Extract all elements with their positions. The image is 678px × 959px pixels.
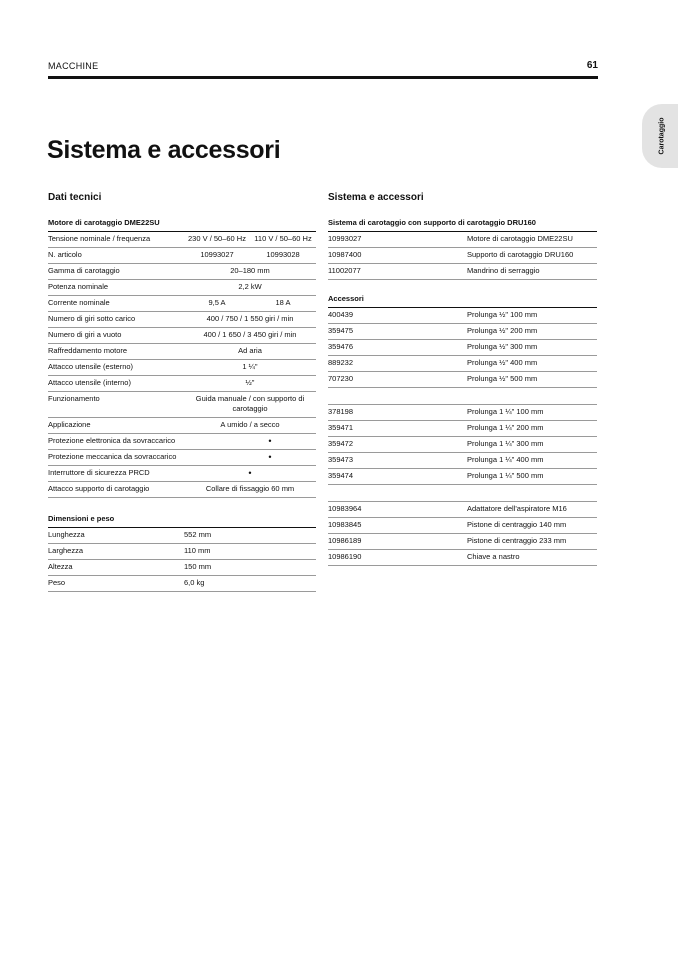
motor-section-title: Motore di carotaggio DME22SU <box>48 218 160 227</box>
table-row <box>328 534 597 550</box>
table-row <box>328 340 597 356</box>
table-row <box>328 324 597 340</box>
row-value: 2,2 kW <box>238 282 262 291</box>
table-row <box>328 437 597 453</box>
article-name: Prolunga ½" 400 mm <box>467 358 538 367</box>
row-label: Corrente nominale <box>48 298 110 307</box>
table-row <box>48 560 316 576</box>
row-value: Collare di fissaggio 60 mm <box>205 484 295 493</box>
article-name: Mandrino di serraggio <box>467 266 540 275</box>
table-row <box>48 312 316 328</box>
bullet-mark: • <box>248 468 252 478</box>
article-name: Pistone di centraggio 140 mm <box>467 520 567 529</box>
table-row <box>48 528 316 544</box>
article-code: 359471 <box>328 423 354 432</box>
article-code: 10983845 <box>328 520 362 529</box>
row-value: 230 V / 50–60 Hz <box>188 234 246 243</box>
row-value: 18 A <box>275 298 291 307</box>
article-name: Adattatore dell'aspiratore M16 <box>467 504 567 513</box>
article-name: Prolunga 1 ¼" 100 mm <box>467 407 544 416</box>
row-label: Attacco utensile (interno) <box>48 378 131 387</box>
article-code: 359473 <box>328 455 354 464</box>
table-row <box>328 469 597 485</box>
row-value: 6,0 kg <box>184 578 205 587</box>
article-name: Prolunga 1 ¼" 200 mm <box>467 423 544 432</box>
row-value: 110 mm <box>184 546 211 555</box>
table-section-head <box>328 216 597 232</box>
row-label: Peso <box>48 578 66 587</box>
article-code: 359475 <box>328 326 354 335</box>
header-section-label: MACCHINE <box>48 61 99 71</box>
article-code: 10983964 <box>328 504 362 513</box>
row-label: Protezione meccanica da sovraccarico <box>48 452 177 461</box>
row-value: 9,5 A <box>208 298 226 307</box>
article-code: 359474 <box>328 471 354 480</box>
row-label: Protezione elettronica da sovraccarico <box>48 436 176 445</box>
right-column-heading: Sistema e accessori <box>328 192 424 203</box>
article-code: 707230 <box>328 374 354 383</box>
table-row <box>48 296 316 312</box>
row-label: Attacco supporto di carotaggio <box>48 484 150 493</box>
article-name: Motore di carotaggio DME22SU <box>467 234 573 243</box>
table-row <box>328 248 597 264</box>
table-row <box>328 453 597 469</box>
system-section-title: Sistema di carotaggio con supporto di carotaggio DRU160 <box>328 218 536 227</box>
table-row <box>48 280 316 296</box>
article-code: 359472 <box>328 439 354 448</box>
row-label: Altezza <box>48 562 73 571</box>
row-label: Applicazione <box>48 420 91 429</box>
dimensions-section-title: Dimensioni e peso <box>48 512 316 528</box>
row-label: Gamma di carotaggio <box>48 266 120 275</box>
row-value: 20–180 mm <box>230 266 270 275</box>
article-code: 400439 <box>328 310 354 319</box>
table-row <box>48 450 316 466</box>
row-label: Raffreddamento motore <box>48 346 128 355</box>
accessories-table <box>328 216 597 566</box>
table-row <box>328 372 597 388</box>
page-number: 61 <box>586 60 598 71</box>
article-code: 10986190 <box>328 552 362 561</box>
table-row <box>48 392 316 418</box>
article-name: Prolunga 1 ¼" 400 mm <box>467 455 544 464</box>
row-value: 400 / 750 / 1 550 giri / min <box>206 314 294 323</box>
table-row <box>328 264 597 280</box>
row-value: 150 mm <box>184 562 212 571</box>
technical-data-table <box>48 216 316 592</box>
row-value: 1 ¼" <box>242 362 258 371</box>
article-name: Prolunga ½" 300 mm <box>467 342 538 351</box>
table-row <box>48 328 316 344</box>
row-label: Larghezza <box>48 546 84 555</box>
article-name: Prolunga ½" 100 mm <box>467 310 538 319</box>
row-value: 400 / 1 650 / 3 450 giri / min <box>203 330 297 339</box>
article-name: Supporto di carotaggio DRU160 <box>467 250 574 259</box>
table-row <box>328 518 597 534</box>
accessories-section-title: Accessori <box>328 292 597 308</box>
table-row <box>328 501 597 518</box>
table-row <box>328 356 597 372</box>
article-code: 378198 <box>328 407 354 416</box>
article-code: 10986189 <box>328 536 362 545</box>
left-column-heading: Dati tecnici <box>48 192 102 203</box>
article-name: Pistone di centraggio 233 mm <box>467 536 567 545</box>
row-label: Numero di giri sotto carico <box>48 314 136 323</box>
article-name: Prolunga ½" 500 mm <box>467 374 538 383</box>
row-value: 110 V / 50–60 Hz <box>254 234 312 243</box>
table-row <box>48 264 316 280</box>
row-label: Tensione nominale / frequenza <box>48 234 151 243</box>
table-row <box>48 232 316 248</box>
article-name: Prolunga 1 ¼" 500 mm <box>467 471 544 480</box>
table-row <box>48 344 316 360</box>
article-code: 11002077 <box>328 266 361 275</box>
side-tab <box>642 104 678 168</box>
article-code: 10993027 <box>328 234 362 243</box>
row-value: Guida manuale / con supporto di carotaggio <box>195 394 305 413</box>
article-code: 359476 <box>328 342 354 351</box>
table-row <box>328 550 597 566</box>
row-value: 552 mm <box>184 530 212 539</box>
table-row <box>328 404 597 421</box>
bullet-mark: • <box>268 452 272 462</box>
side-tab-label: Carotaggio <box>658 117 666 155</box>
table-row <box>48 482 316 498</box>
table-row <box>328 232 597 248</box>
table-row <box>48 576 316 592</box>
row-label: Numero di giri a vuoto <box>48 330 122 339</box>
table-row <box>48 466 316 482</box>
row-value: A umido / a secco <box>220 420 280 429</box>
article-name: Prolunga 1 ¼" 300 mm <box>467 439 544 448</box>
table-row <box>48 544 316 560</box>
row-label: Attacco utensile (esterno) <box>48 362 134 371</box>
row-label: Funzionamento <box>48 394 100 403</box>
row-label: N. articolo <box>48 250 82 259</box>
article-code: 889232 <box>328 358 354 367</box>
row-label: Interruttore di sicurezza PRCD <box>48 468 150 477</box>
row-value: Ad aria <box>238 346 262 355</box>
table-section-head <box>48 216 316 232</box>
table-row <box>48 376 316 392</box>
table-row <box>328 421 597 437</box>
header-rule <box>48 76 598 79</box>
row-label: Lunghezza <box>48 530 85 539</box>
bullet-mark: • <box>268 436 272 446</box>
row-label: Potenza nominale <box>48 282 109 291</box>
table-row <box>48 360 316 376</box>
row-value: 10993028 <box>266 250 300 259</box>
page-title: Sistema e accessori <box>47 136 281 164</box>
table-row <box>48 434 316 450</box>
row-value: 10993027 <box>200 250 234 259</box>
row-value: ½" <box>245 378 255 387</box>
article-code: 10987400 <box>328 250 362 259</box>
table-row <box>48 418 316 434</box>
article-name: Prolunga ½" 200 mm <box>467 326 538 335</box>
table-row <box>48 248 316 264</box>
table-row <box>328 308 597 324</box>
article-name: Chiave a nastro <box>467 552 520 561</box>
